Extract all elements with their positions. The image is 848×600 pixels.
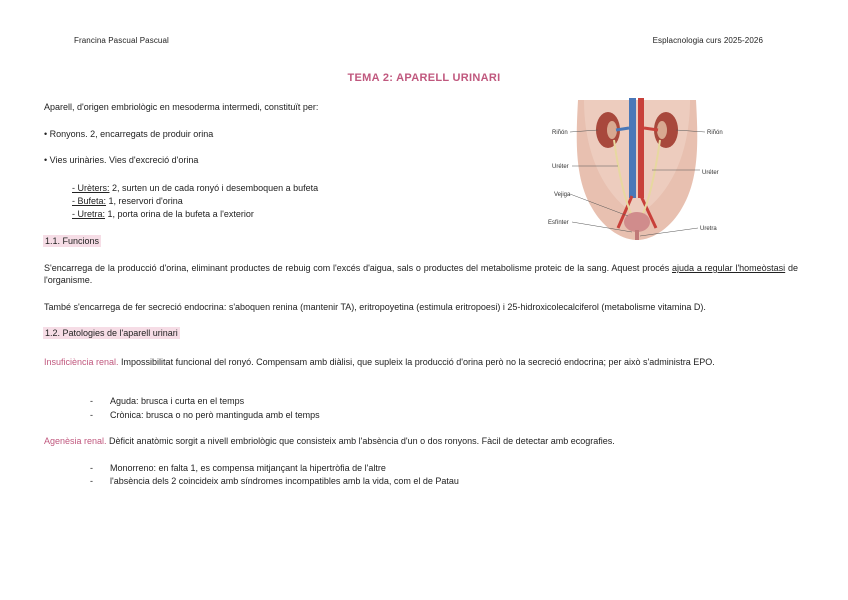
- list-item: - Aguda: brusca i curta en el temps: [90, 396, 245, 406]
- label-ureter-left: Uréter: [552, 164, 569, 170]
- aorta: [638, 98, 644, 198]
- agenesia-paragraph: [44, 435, 615, 447]
- insuficiencia-item-aguda: Aguda: brusca i curta en el temps: [110, 396, 245, 406]
- insuficiencia-paragraph: [44, 356, 798, 368]
- right-renal-artery: [644, 128, 658, 130]
- vies-item-ureters: [72, 182, 318, 194]
- header-course: Esplacnologia curs 2025-2026: [652, 36, 763, 45]
- label-bladder: Vejiga: [554, 192, 571, 198]
- label-kidney-left: Riñón: [552, 130, 568, 136]
- left-kidney-hilum: [607, 121, 617, 139]
- section-heading-funcions: 1.1. Funcions: [45, 236, 100, 246]
- vies-item-term: - Bufeta:: [72, 196, 107, 206]
- header-author: Francina Pascual Pascual: [74, 36, 169, 45]
- funcions-paragraph-1: [44, 262, 798, 286]
- insuficiencia-term: Insuficiència renal.: [44, 357, 119, 367]
- agenesia-desc: Dèficit anatòmic sorgit a nivell embriològic que consisteix amb l'absència d'un o dos ronyons. Fàcil de detectar amb ecografies.: [106, 436, 615, 446]
- intro-text: Aparell, d'origen embriològic en mesoderma intermedi, constituït per:: [44, 102, 319, 112]
- funcions-text-b: de l'organisme.: [44, 263, 798, 285]
- left-renal-vein: [616, 128, 629, 130]
- funcions-link-text: ajuda a regular l'homeòstasi: [672, 263, 786, 273]
- list-item: - l'absència dels 2 coincideix amb síndromes incompatibles amb la vida, com el de Patau: [90, 476, 459, 486]
- bullet-vies: • Vies urinàries. Vies d'excreció d'orina: [44, 155, 199, 165]
- vies-item-desc: 2, surten un de cada ronyó i desemboquen a bufeta: [109, 183, 319, 193]
- vies-item-term: - Urèters:: [72, 183, 110, 193]
- vies-item-desc: 1, reservori d'orina: [106, 196, 183, 206]
- list-item: - Monorreno: en falta 1, es compensa mitjançant la hipertròfia de l'altre: [90, 463, 386, 473]
- funcions-text-a: S'encarrega de la producció d'orina, eliminant productes de rebuig com l'excés d'aigua, sals o productes del metabolisme proteic de la sang. Aquest procés: [44, 263, 673, 273]
- vies-item-uretra: [72, 208, 254, 220]
- urinary-system-illustration: [540, 98, 735, 243]
- label-urethra: Uretra: [700, 226, 717, 232]
- label-sphincter: Esfínter: [548, 220, 569, 226]
- section-heading-patologies: 1.2. Patologies de l'aparell urinari: [45, 328, 178, 338]
- vies-item-desc: 1, porta orina de la bufeta a l'exterior: [105, 209, 254, 219]
- right-kidney-hilum: [657, 121, 667, 139]
- vies-item-bufeta: [72, 195, 183, 207]
- insuficiencia-desc: Impossibilitat funcional del ronyó. Compensam amb diàlisi, que supleix la producció d'orina però no la secreció endocrina; per això s'administra EPO.: [118, 357, 715, 367]
- insuficiencia-item-cronica: Crònica: brusca o no però mantinguda amb el temps: [110, 410, 320, 420]
- agenesia-term: Agenèsia renal.: [44, 436, 107, 446]
- agenesia-item-absencia: l'absència dels 2 coincideix amb síndromes incompatibles amb la vida, com el de Patau: [110, 476, 459, 486]
- page-title: TEMA 2: APARELL URINARI: [347, 72, 501, 84]
- bullet-ronyons: • Ronyons. 2, encarregats de produir orina: [44, 129, 214, 139]
- vies-item-term: - Uretra:: [72, 209, 106, 219]
- vena-cava: [629, 98, 636, 198]
- label-kidney-right: Riñón: [707, 130, 723, 136]
- funcions-paragraph-2: També s'encarrega de fer secreció endocrina: s'aboquen renina (mantenir TA), eritropoyetina (estimula eritropoesi) i 25-hidroxicolecalciferol (metabolisme vitamina D).: [44, 302, 706, 312]
- urethra: [635, 230, 639, 240]
- bladder: [624, 212, 650, 232]
- agenesia-item-monorreno: Monorreno: en falta 1, es compensa mitjançant la hipertròfia de l'altre: [110, 463, 386, 473]
- list-item: - Crònica: brusca o no però mantinguda amb el temps: [90, 410, 320, 420]
- label-ureter-right: Uréter: [702, 170, 719, 176]
